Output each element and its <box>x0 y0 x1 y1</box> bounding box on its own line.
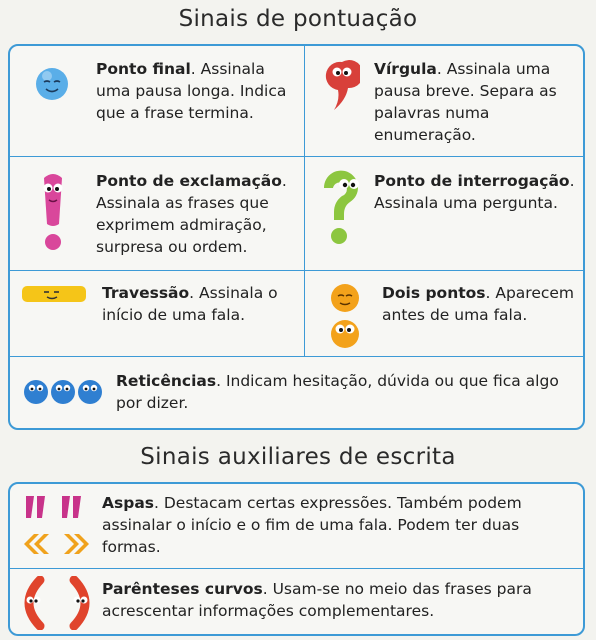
period-character-icon <box>34 66 70 102</box>
item-ponto-interrogacao <box>374 170 584 214</box>
comma-character-icon <box>324 60 360 112</box>
divider <box>10 270 583 271</box>
section-title-auxiliares: Sinais auxiliares de escrita <box>140 444 456 470</box>
colon-character-icon <box>328 282 362 352</box>
item-description: . Assinala uma pergunta. <box>374 172 575 212</box>
item-name: Ponto de exclamação <box>96 172 282 190</box>
divider <box>10 156 583 157</box>
item-name: Dois pontos <box>382 284 486 302</box>
item-description: . Aparecem antes de uma fala. <box>382 284 575 324</box>
item-description: . Usam-se no meio das frases para acrescentar informações complementares. <box>102 580 532 620</box>
exclamation-character-icon <box>38 172 68 252</box>
auxiliary-signs-table <box>8 482 585 636</box>
divider <box>10 356 583 357</box>
item-name: Vírgula <box>374 60 437 78</box>
item-name: Travessão <box>102 284 190 302</box>
item-description: . Assinala as frases que exprimem admiração, surpresa ou ordem. <box>96 172 287 256</box>
ellipsis-character-icon <box>22 376 104 406</box>
item-ponto-exclamacao <box>96 170 306 258</box>
quotes-character-icon <box>20 492 90 564</box>
item-description: . Destacam certas expressões. Também podem assinalar o início e o fim de uma fala. Podem ter duas formas. <box>102 494 522 556</box>
item-name: Aspas <box>102 494 155 512</box>
item-name: Parênteses curvos <box>102 580 263 598</box>
item-travessao <box>102 282 292 326</box>
item-description: . Assinala uma pausa longa. Indica que a frase termina. <box>96 60 287 122</box>
item-description: . Assinala uma pausa breve. Separa as palavras numa enumeração. <box>374 60 557 144</box>
item-name: Ponto final <box>96 60 191 78</box>
item-name: Reticências <box>116 372 217 390</box>
item-reticencias <box>116 370 576 414</box>
item-description: . Indicam hesitação, dúvida ou que fica algo por dizer. <box>116 372 559 412</box>
divider <box>10 568 583 569</box>
item-ponto-final <box>96 58 296 124</box>
section-title-pontuacao: Sinais de pontuação <box>178 6 418 32</box>
item-parenteses <box>102 578 578 622</box>
item-name: Ponto de interrogação <box>374 172 570 190</box>
item-virgula <box>374 58 574 146</box>
item-dois-pontos <box>382 282 582 326</box>
parentheses-character-icon <box>18 576 96 630</box>
punctuation-table <box>8 44 585 430</box>
item-description: . Assinala o início de uma fala. <box>102 284 278 324</box>
item-aspas <box>102 492 578 558</box>
question-character-icon <box>316 170 366 248</box>
dash-character-icon <box>20 282 88 306</box>
